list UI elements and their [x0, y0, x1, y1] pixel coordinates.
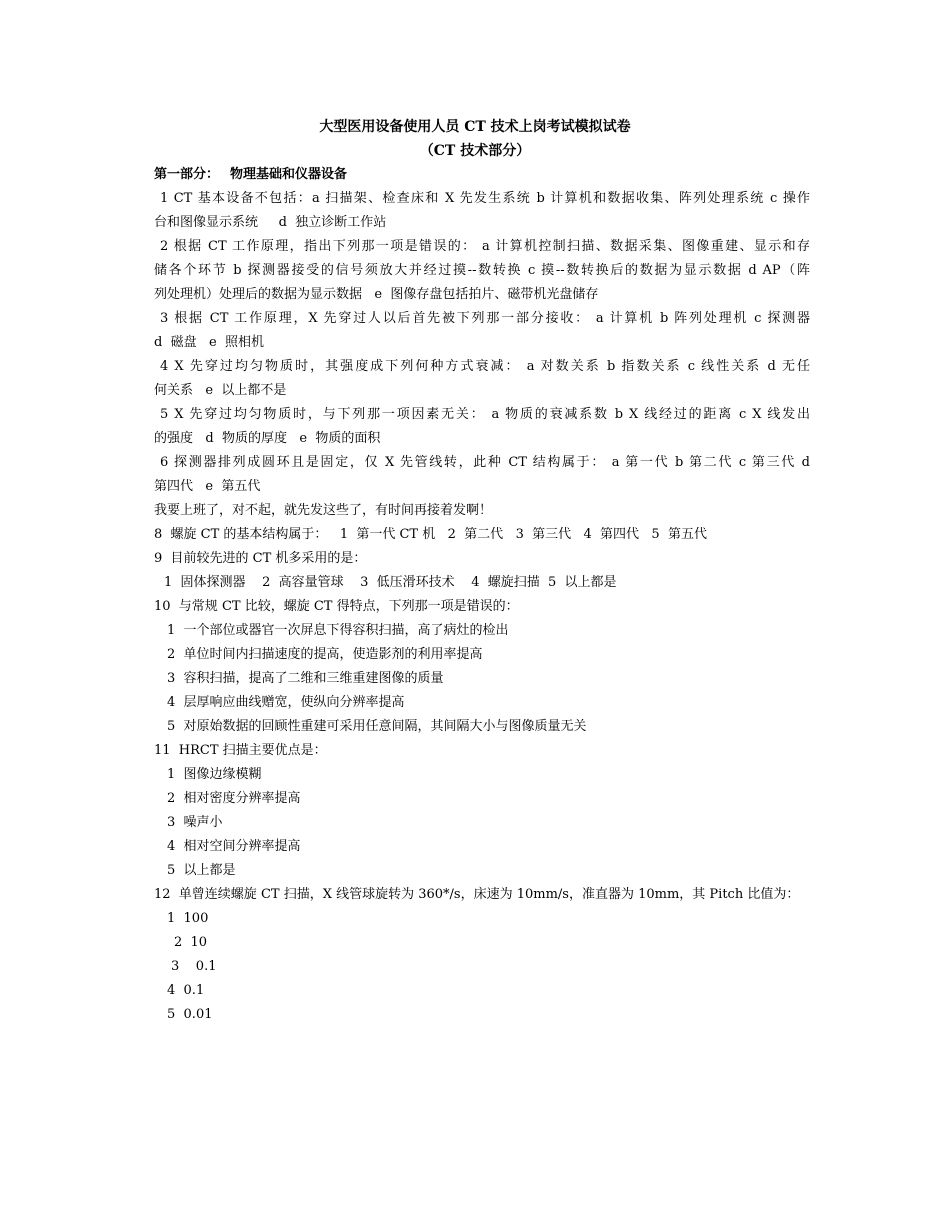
question-6-line-1: 6 探测器排列成圆环且是固定，仅 X 先管线转，此种 CT 结构属于： a 第一代 b 第二代 c 第三代 d — [160, 455, 810, 470]
question-3-line-1: 3 根据 CT 工作原理，X 先穿过人以后首先被下列那一部分接收： a 计算机 b 阵列处理机 c 探测器 — [160, 311, 810, 326]
question-10-option-2: 2 单位时间内扫描速度的提高，使造影剂的利用率提高 — [167, 647, 483, 662]
page-title: 大型医用设备使用人员 CT 技术上岗考试模拟试卷 — [319, 119, 631, 135]
question-5-line-2: 的强度 d 物质的厚度 e 物质的面积 — [154, 431, 381, 446]
question-2-line-1: 2 根据 CT 工作原理，指出下列那一项是错误的： a 计算机控制扫描、数据采集、图像重建、显示和存 — [160, 239, 810, 254]
question-1-line-1: 1 CT 基本设备不包括：a 扫描架、检查床和 X 先发生系统 b 计算机和数据收集、阵列处理系统 c 操作 — [160, 191, 810, 206]
question-4-line-1: 4 X 先穿过均匀物质时，其强度成下列何种方式衰减： a 对数关系 b 指数关系 c 线性关系 d 无任 — [160, 359, 810, 374]
question-11-option-2: 2 相对密度分辨率提高 — [167, 791, 301, 806]
question-2-line-2: 储各个环节 b 探测器接受的信号须放大并经过摸--数转换 c 摸--数转换后的数据为显示数据 d AP（阵 — [154, 263, 810, 278]
question-11: 11 HRCT 扫描主要优点是： — [154, 743, 327, 758]
question-11-option-5: 5 以上都是 — [167, 863, 236, 878]
author-note: 我要上班了，对不起，就先发这些了，有时间再接着发啊！ — [154, 503, 493, 518]
section-heading: 第一部分： 物理基础和仪器设备 — [154, 167, 348, 182]
question-9: 9 目前较先进的 CT 机多采用的是： — [154, 551, 367, 566]
question-11-option-3: 3 噪声小 — [167, 815, 223, 830]
question-9-options: 1 固体探测器 2 高容量管球 3 低压滑环技术 4 螺旋扫描 5 以上都是 — [164, 575, 617, 590]
question-12-option-1: 1 100 — [167, 911, 209, 926]
question-3-line-2: d 磁盘 e 照相机 — [154, 335, 264, 350]
question-8: 8 螺旋 CT 的基本结构属于： 1 第一代 CT 机 2 第二代 3 第三代 4 第四代 5 第五代 — [154, 527, 707, 542]
question-4-line-2: 何关系 e 以上都不是 — [154, 383, 287, 398]
question-10: 10 与常规 CT 比较，螺旋 CT 得特点，下列那一项是错误的： — [154, 599, 519, 614]
question-12-option-4: 4 0.1 — [167, 983, 205, 998]
question-10-option-5: 5 对原始数据的回顾性重建可采用任意间隔，其间隔大小与图像质量无关 — [167, 719, 587, 734]
question-12: 12 单曾连续螺旋 CT 扫描，X 线管球旋转为 360*/s，床速为 10mm/s，准直器为 10mm，其 Pitch 比值为： — [154, 887, 800, 902]
question-5-line-1: 5 X 先穿过均匀物质时，与下列那一项因素无关： a 物质的衰减系数 b X 线经过的距离 c X 线发出 — [160, 407, 810, 422]
question-12-option-5: 5 0.01 — [167, 1007, 213, 1022]
question-11-option-1: 1 图像边缘模糊 — [167, 767, 262, 782]
question-11-option-4: 4 相对空间分辨率提高 — [167, 839, 301, 854]
question-2-line-3: 列处理机）处理后的数据为显示数据 e 图像存盘包括拍片、磁带机光盘储存 — [154, 287, 599, 302]
question-10-option-1: 1 一个部位或器官一次屏息下得容积扫描，高了病灶的检出 — [167, 623, 509, 638]
question-6-line-2: 第四代 e 第五代 — [154, 479, 261, 494]
question-10-option-3: 3 容积扫描，提高了二维和三维重建图像的质量 — [167, 671, 444, 686]
question-1-line-2: 台和图像显示系统 d 独立诊断工作站 — [154, 215, 387, 230]
question-12-option-3: 3 0.1 — [171, 959, 217, 974]
question-12-option-2: 2 10 — [174, 935, 208, 950]
question-10-option-4: 4 层厚响应曲线赠宽，使纵向分辨率提高 — [167, 695, 405, 710]
page-subtitle: （CT 技术部分） — [419, 143, 531, 159]
